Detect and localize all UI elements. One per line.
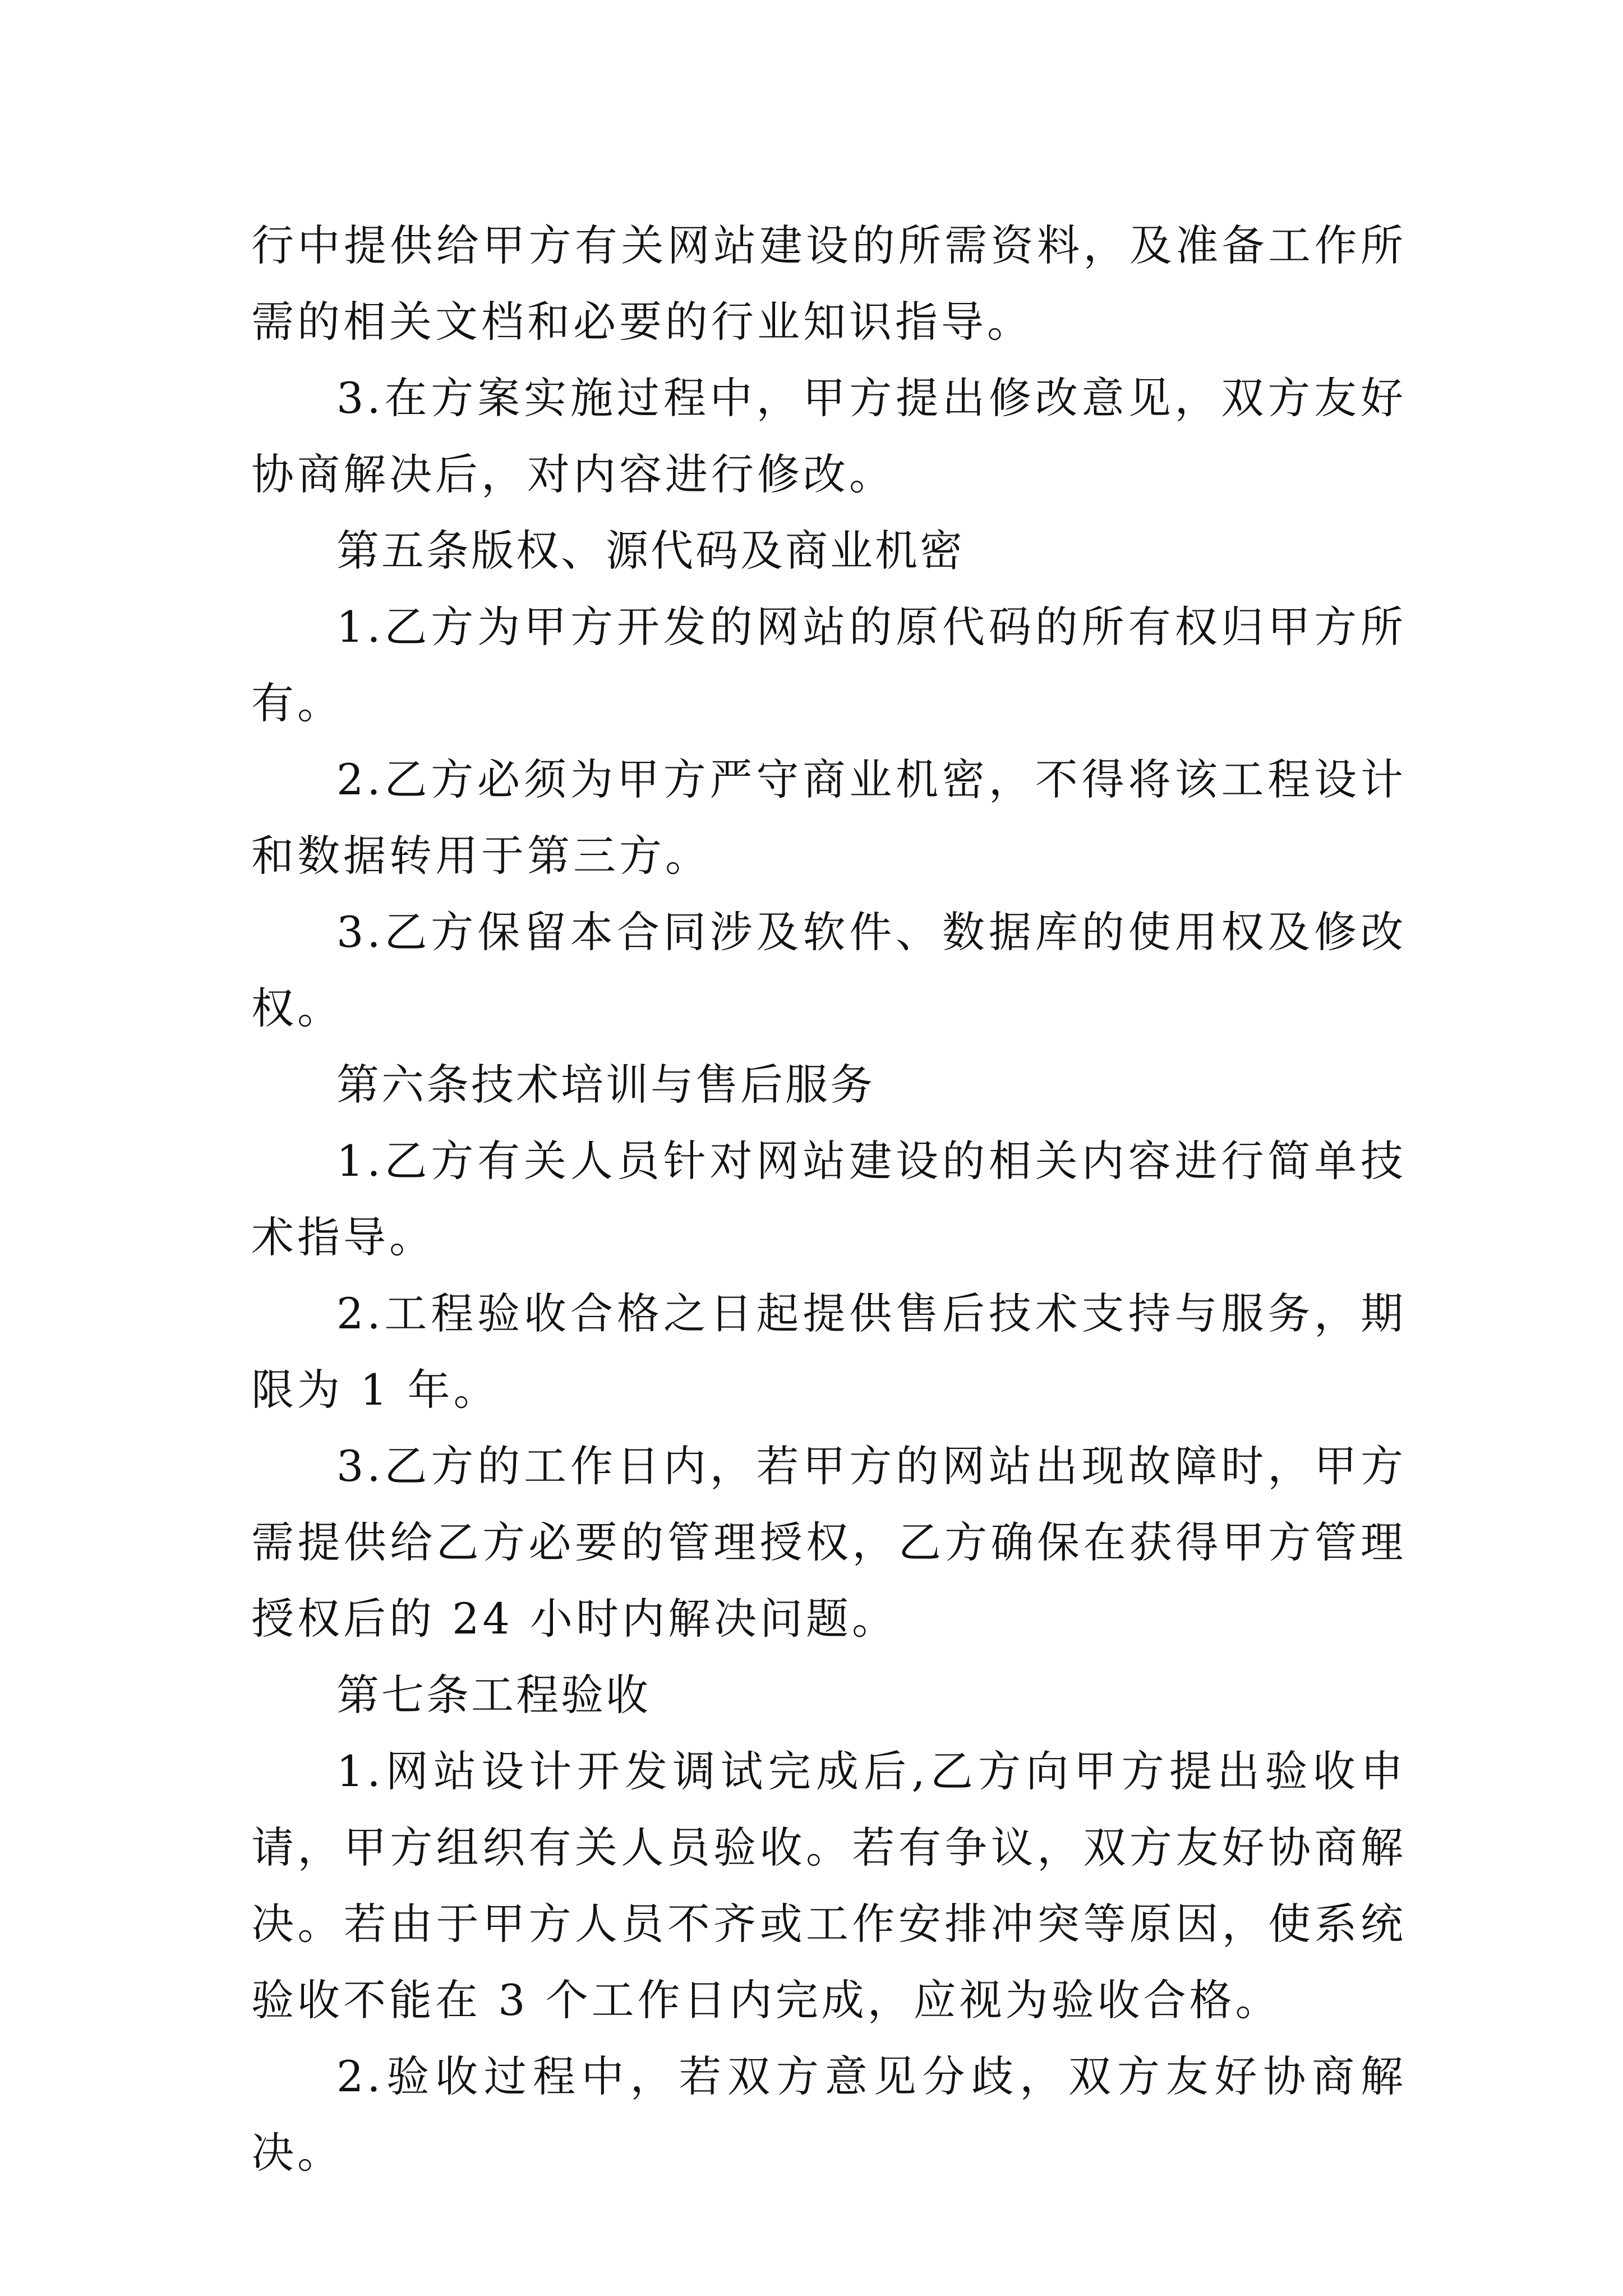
section-heading-article-6: 第六条技术培训与售后服务 bbox=[336, 1060, 875, 1110]
clause-5-item-1: 1.乙方为甲方开发的网站的原代码的所有权归甲方所有。 bbox=[251, 602, 1407, 728]
clause-7-item-2: 2.验收过程中，若双方意见分歧，双方友好协商解决。 bbox=[251, 2051, 1407, 2178]
section-heading-article-5: 第五条版权、源代码及商业机密 bbox=[336, 526, 965, 576]
clause-7-item-1: 1.网站设计开发调试完成后,乙方向甲方提出验收申请，甲方组织有关人员验收。若有争议，双方友好协商解决。若由于甲方人员不齐或工作安排冲突等原因，使系统验收不能在 3 个工作日内完成，应视为验收合格。 bbox=[251, 1746, 1407, 2025]
contract-body bbox=[251, 208, 1407, 2191]
section-heading-article-7: 第七条工程验收 bbox=[336, 1670, 651, 1720]
clause-4-item-3: 3.在方案实施过程中，甲方提出修改意见，双方友好协商解决后，对内容进行修改。 bbox=[251, 373, 1407, 499]
clause-6-item-3: 3.乙方的工作日内，若甲方的网站出现故障时，甲方需提供给乙方必要的管理授权，乙方确保在获得甲方管理授权后的 24 小时内解决问题。 bbox=[251, 1441, 1407, 1644]
clause-5-item-2: 2.乙方必须为甲方严守商业机密，不得将该工程设计和数据转用于第三方。 bbox=[251, 754, 1407, 881]
clause-5-item-3: 3.乙方保留本合同涉及软件、数据库的使用权及修改权。 bbox=[251, 907, 1407, 1033]
paragraph-continuation: 行中提供给甲方有关网站建设的所需资料，及准备工作所需的相关文档和必要的行业知识指导。 bbox=[251, 220, 1407, 347]
clause-6-item-1: 1.乙方有关人员针对网站建设的相关内容进行简单技术指导。 bbox=[251, 1136, 1407, 1262]
clause-6-item-2: 2.工程验收合格之日起提供售后技术支持与服务，期限为 1 年。 bbox=[251, 1289, 1407, 1415]
